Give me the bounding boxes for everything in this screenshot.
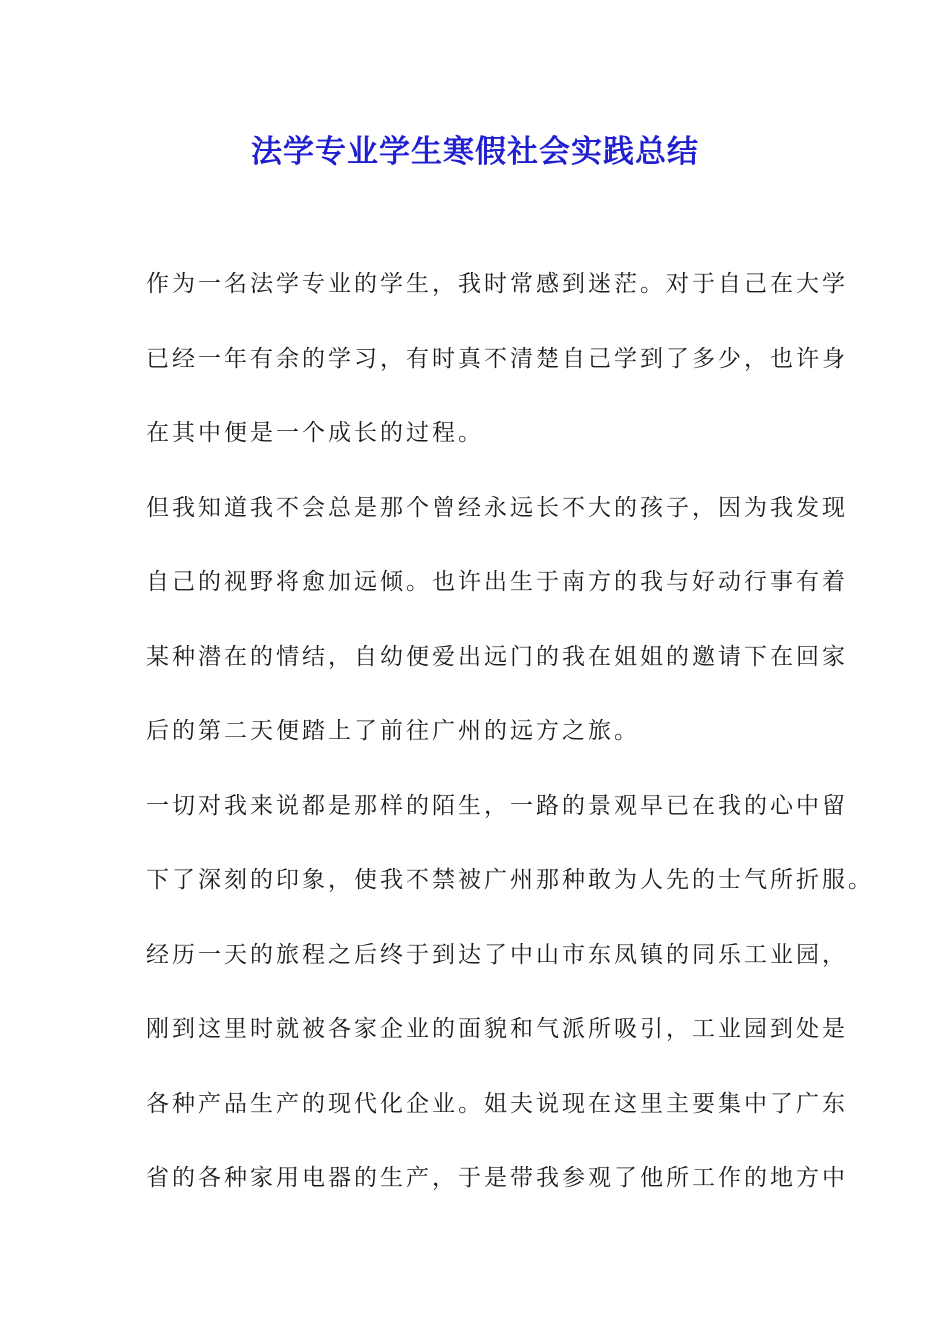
body-line-7: 后的第二天便踏上了前往广州的远方之旅。	[146, 718, 640, 744]
body-line-10: 经历一天的旅程之后终于到达了中山市东凤镇的同乐工业园，	[146, 941, 848, 968]
body-line-4: 但我知道我不会总是那个曾经永远长不大的孩子，因为我发现	[146, 494, 848, 521]
body-line-6: 某种潜在的情结，自幼便爱出远门的我在姐姐的邀请下在回家	[146, 643, 848, 670]
body-line-5: 自己的视野将愈加远倾。也许出生于南方的我与好动行事有着	[146, 569, 848, 595]
body-line-12: 各种产品生产的现代化企业。姐夫说现在这里主要集中了广东	[146, 1090, 848, 1117]
body-line-11: 刚到这里时就被各家企业的面貌和气派所吸引，工业园到处是	[146, 1016, 848, 1042]
body-line-3: 在其中便是一个成长的过程。	[146, 420, 484, 446]
body-line-9: 下了深刻的印象，使我不禁被广州那种敢为人先的士气所折服。	[146, 867, 874, 893]
document-body	[146, 262, 874, 1231]
body-line-8: 一切对我来说都是那样的陌生，一路的景观早已在我的心中留	[146, 792, 848, 819]
body-line-2: 已经一年有余的学习，有时真不清楚自己学到了多少，也许身	[146, 345, 848, 372]
body-line-13: 省的各种家用电器的生产，于是带我参观了他所工作的地方中	[146, 1165, 848, 1191]
body-line-1: 作为一名法学专业的学生，我时常感到迷茫。对于自己在大学	[146, 271, 848, 297]
document-title: 法学专业学生寒假社会实践总结	[251, 134, 699, 170]
